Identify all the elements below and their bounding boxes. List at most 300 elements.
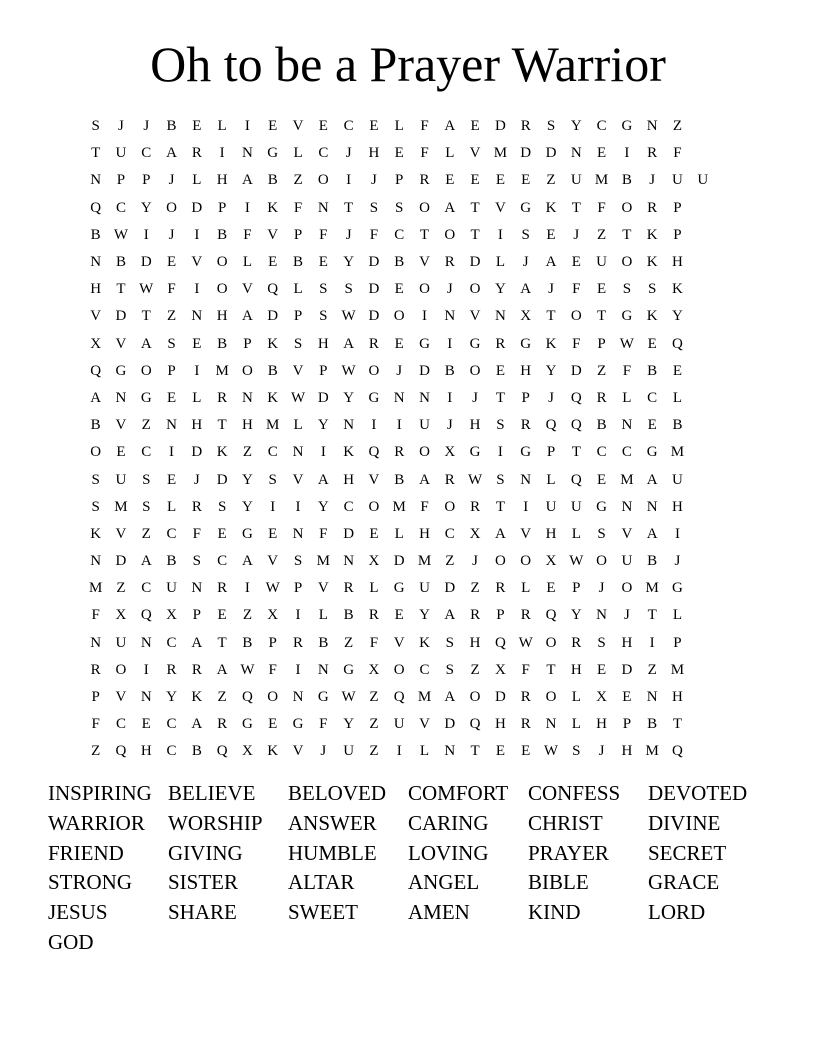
grid-letter: T <box>546 308 556 325</box>
grid-letter: O <box>444 226 456 243</box>
grid-letter: G <box>292 716 304 733</box>
word-list-item: AMEN <box>408 900 470 925</box>
grid-letter: E <box>166 471 177 488</box>
grid-letter: M <box>392 498 406 515</box>
grid-letter: V <box>90 308 102 325</box>
grid-letter: R <box>520 118 531 135</box>
grid-letter: P <box>496 607 505 624</box>
grid-letter: C <box>444 525 455 542</box>
grid-letter: E <box>166 389 177 406</box>
grid-row <box>83 575 743 602</box>
word-list-item: SWEET <box>288 900 358 925</box>
word-list-item: BELOVED <box>288 781 386 805</box>
grid-letter: Z <box>141 525 151 542</box>
grid-letter: D <box>469 254 481 271</box>
grid-letter: E <box>622 689 632 706</box>
grid-letter: O <box>393 308 405 325</box>
grid-letter: V <box>292 362 304 379</box>
grid-letter: F <box>369 226 379 243</box>
grid-letter: N <box>444 743 456 760</box>
grid-letter: Z <box>344 634 354 651</box>
grid-letter: T <box>470 199 480 216</box>
grid-letter: M <box>645 743 659 760</box>
grid-letter: C <box>621 444 632 461</box>
grid-letter: R <box>166 661 177 678</box>
grid-letter: S <box>91 498 100 515</box>
grid-letter: H <box>621 743 633 760</box>
grid-row <box>83 738 743 765</box>
grid-letter: N <box>646 498 658 515</box>
grid-letter: Y <box>317 417 329 434</box>
grid-letter: H <box>368 145 380 162</box>
word-list <box>48 779 768 958</box>
grid-letter: Y <box>140 199 152 216</box>
grid-letter: J <box>548 281 554 298</box>
grid-row <box>83 711 743 738</box>
grid-letter: E <box>521 172 531 189</box>
grid-letter: Z <box>546 172 556 189</box>
grid-letter: B <box>267 172 278 189</box>
grid-letter: F <box>167 281 176 298</box>
grid-letter: N <box>545 716 557 733</box>
grid-letter: T <box>571 199 581 216</box>
word-list-item: WARRIOR <box>48 810 145 835</box>
grid-letter: I <box>143 226 149 243</box>
grid-letter: O <box>494 553 506 570</box>
grid-row <box>83 303 743 330</box>
grid-letter: Q <box>368 444 380 461</box>
grid-letter: N <box>292 689 304 706</box>
grid-letter: R <box>191 145 202 162</box>
grid-letter: R <box>191 661 202 678</box>
grid-letter: E <box>394 607 404 624</box>
grid-letter: A <box>646 471 658 488</box>
grid-letter: R <box>647 145 658 162</box>
grid-letter: R <box>368 335 379 352</box>
grid-letter: Y <box>343 389 355 406</box>
grid-letter: W <box>113 226 129 243</box>
grid-letter: G <box>672 580 683 597</box>
grid-letter: B <box>647 362 658 379</box>
grid-letter: I <box>194 281 200 298</box>
grid-letter: A <box>90 389 102 406</box>
grid-letter: V <box>520 525 532 542</box>
grid-letter: G <box>596 498 607 515</box>
grid-letter: N <box>419 389 430 406</box>
grid-letter: I <box>244 199 250 216</box>
grid-row <box>83 331 743 358</box>
grid-letter: S <box>91 471 100 488</box>
grid-letter: O <box>596 553 607 570</box>
grid-letter: I <box>244 118 250 135</box>
grid-row <box>83 494 743 521</box>
grid-letter: L <box>521 580 531 597</box>
grid-letter: J <box>522 254 529 271</box>
grid-letter: T <box>217 634 227 651</box>
grid-letter: T <box>571 444 581 461</box>
grid-letter: Y <box>570 607 582 624</box>
grid-letter: Z <box>369 689 379 706</box>
grid-letter: E <box>495 743 505 760</box>
grid-row <box>83 684 743 711</box>
grid-letter: P <box>597 335 606 352</box>
grid-letter: K <box>545 335 557 352</box>
grid-letter: Z <box>242 444 253 461</box>
grid-letter: J <box>472 553 479 570</box>
grid-letter: O <box>115 661 127 678</box>
grid-letter: I <box>447 389 453 406</box>
grid-letter: E <box>571 254 581 271</box>
grid-letter: C <box>267 444 278 461</box>
grid-row <box>83 521 743 548</box>
grid-letter: N <box>393 389 405 406</box>
grid-letter: V <box>115 689 127 706</box>
grid-letter: H <box>216 308 228 325</box>
grid-letter: T <box>647 607 657 624</box>
grid-letter: H <box>317 335 329 352</box>
grid-row <box>83 602 743 629</box>
grid-letter: R <box>444 471 455 488</box>
grid-letter: O <box>469 689 481 706</box>
grid-letter: T <box>217 417 227 434</box>
grid-letter: L <box>571 525 581 542</box>
grid-letter: X <box>520 308 532 325</box>
grid-letter: R <box>343 580 354 597</box>
grid-letter: I <box>194 226 200 243</box>
grid-letter: P <box>546 444 556 461</box>
grid-letter: H <box>672 254 683 271</box>
grid-letter: U <box>570 172 582 189</box>
grid-letter: R <box>394 444 405 461</box>
grid-letter: R <box>520 607 531 624</box>
grid-letter: S <box>319 281 328 298</box>
grid-letter: G <box>343 661 355 678</box>
grid-letter: Q <box>242 689 253 706</box>
grid-letter: E <box>192 118 202 135</box>
grid-letter: H <box>494 716 506 733</box>
grid-letter: B <box>115 254 126 271</box>
grid-letter: C <box>141 145 152 162</box>
grid-letter: K <box>646 254 658 271</box>
grid-letter: G <box>242 716 253 733</box>
word-list-item: GIVING <box>168 840 243 865</box>
grid-letter: Q <box>115 743 127 760</box>
grid-letter: B <box>444 362 455 379</box>
grid-letter: G <box>520 199 532 216</box>
grid-letter: F <box>572 335 581 352</box>
grid-letter: J <box>623 607 630 624</box>
grid-letter: S <box>167 335 176 352</box>
grid-letter: Z <box>91 743 101 760</box>
grid-letter: N <box>166 417 177 434</box>
grid-letter: T <box>91 145 101 162</box>
grid-letter: H <box>469 634 481 651</box>
word-list-item: SISTER <box>168 870 239 895</box>
grid-letter: D <box>115 553 127 570</box>
grid-letter: H <box>520 362 532 379</box>
grid-letter: F <box>91 607 100 624</box>
grid-letter: L <box>242 254 253 271</box>
grid-letter: Q <box>267 281 279 298</box>
grid-letter: Z <box>470 661 480 678</box>
grid-letter: A <box>646 525 658 542</box>
grid-letter: S <box>142 471 151 488</box>
grid-letter: Q <box>494 634 506 651</box>
grid-letter: I <box>523 498 529 515</box>
grid-letter: A <box>419 471 430 488</box>
grid-letter: W <box>569 553 584 570</box>
grid-letter: B <box>267 362 278 379</box>
grid-letter: C <box>166 634 177 651</box>
grid-letter: B <box>394 254 405 271</box>
grid-letter: R <box>495 580 506 597</box>
grid-letter: S <box>597 525 606 542</box>
grid-letter: T <box>495 389 505 406</box>
grid-letter: N <box>570 145 582 162</box>
grid-letter: H <box>140 743 152 760</box>
grid-letter: M <box>417 689 432 706</box>
grid-letter: F <box>420 118 429 135</box>
grid-letter: S <box>622 281 632 298</box>
grid-letter: G <box>267 145 279 162</box>
grid-letter: G <box>520 444 532 461</box>
grid-letter: G <box>646 444 658 461</box>
grid-letter: C <box>166 525 177 542</box>
grid-letter: P <box>673 634 682 651</box>
grid-letter: J <box>143 118 150 135</box>
grid-letter: U <box>570 498 582 515</box>
grid-letter: D <box>216 471 228 488</box>
grid-row <box>83 385 743 412</box>
grid-letter: R <box>444 254 455 271</box>
word-list-item: WORSHIP <box>168 810 263 835</box>
grid-letter: R <box>470 607 481 624</box>
grid-letter: P <box>622 716 632 733</box>
grid-letter: E <box>217 525 227 542</box>
grid-letter: I <box>143 661 149 678</box>
grid-letter: H <box>419 525 430 542</box>
grid-letter: D <box>267 308 279 325</box>
grid-letter: A <box>242 172 253 189</box>
grid-letter: T <box>622 226 632 243</box>
grid-letter: Y <box>343 254 355 271</box>
grid-letter: Q <box>90 362 102 379</box>
grid-letter: W <box>265 580 280 597</box>
grid-letter: M <box>114 498 128 515</box>
grid-letter: B <box>90 226 101 243</box>
grid-letter: O <box>419 281 430 298</box>
grid-letter: O <box>368 362 380 379</box>
grid-letter: V <box>292 743 304 760</box>
grid-letter: Y <box>242 498 253 515</box>
grid-letter: U <box>697 172 709 189</box>
grid-letter: G <box>520 335 532 352</box>
word-list-item: GOD <box>48 929 94 954</box>
grid-letter: J <box>320 743 327 760</box>
grid-letter: K <box>419 634 430 651</box>
grid-letter: O <box>166 199 177 216</box>
grid-letter: P <box>673 226 682 243</box>
grid-letter: T <box>546 661 556 678</box>
grid-letter: E <box>495 362 505 379</box>
grid-letter: V <box>368 471 380 488</box>
grid-letter: M <box>417 553 432 570</box>
grid-letter: A <box>444 199 456 216</box>
grid-letter: J <box>193 471 200 488</box>
grid-letter: E <box>647 417 657 434</box>
grid-letter: R <box>495 335 506 352</box>
grid-letter: R <box>520 716 531 733</box>
grid-letter: T <box>470 743 480 760</box>
grid-letter: K <box>267 389 279 406</box>
grid-letter: B <box>318 634 329 651</box>
grid-letter: V <box>419 716 430 733</box>
word-list-item: PRAYER <box>528 840 609 865</box>
grid-letter: T <box>470 226 480 243</box>
word-list-item: DEVOTED <box>648 781 748 805</box>
grid-letter: U <box>115 145 127 162</box>
grid-letter: I <box>674 525 680 542</box>
grid-letter: J <box>598 580 605 597</box>
grid-letter: P <box>142 172 151 189</box>
grid-row <box>83 249 743 276</box>
grid-letter: N <box>242 389 253 406</box>
word-list-item: LORD <box>648 900 706 925</box>
grid-letter: F <box>319 716 328 733</box>
grid-letter: K <box>343 444 355 461</box>
grid-letter: H <box>90 281 102 298</box>
grid-letter: V <box>242 281 253 298</box>
grid-letter: O <box>90 444 102 461</box>
grid-letter: F <box>521 661 530 678</box>
grid-letter: E <box>394 145 404 162</box>
grid-letter: S <box>572 743 581 760</box>
grid-letter: N <box>621 417 633 434</box>
grid-letter: F <box>572 281 581 298</box>
grid-letter: R <box>217 580 228 597</box>
grid-letter: G <box>393 580 405 597</box>
grid-letter: J <box>674 553 681 570</box>
grid-letter: C <box>166 743 177 760</box>
grid-letter: B <box>647 716 658 733</box>
grid-letter: S <box>91 118 100 135</box>
grid-letter: S <box>369 199 379 216</box>
word-list-item: STRONG <box>48 870 133 895</box>
grid-letter: R <box>217 716 228 733</box>
grid-letter: E <box>521 743 531 760</box>
grid-letter: R <box>470 498 481 515</box>
word-list-item: CHRIST <box>528 810 603 835</box>
grid-letter: G <box>621 308 633 325</box>
grid-letter: D <box>494 689 506 706</box>
grid-letter: H <box>621 634 633 651</box>
grid-letter: P <box>217 199 227 216</box>
grid-letter: O <box>545 634 557 651</box>
grid-letter: Y <box>672 308 683 325</box>
grid-letter: Z <box>647 661 657 678</box>
grid-letter: H <box>596 716 607 733</box>
grid-letter: D <box>570 362 582 379</box>
grid-letter: I <box>497 226 503 243</box>
grid-letter: N <box>90 254 102 271</box>
grid-letter: P <box>521 389 530 406</box>
grid-letter: Q <box>672 335 683 352</box>
grid-letter: E <box>141 716 151 733</box>
grid-row <box>83 466 743 493</box>
grid-letter: R <box>596 389 607 406</box>
grid-letter: X <box>242 743 253 760</box>
grid-letter: M <box>645 580 659 597</box>
word-list-item: ALTAR <box>288 870 355 895</box>
grid-letter: Z <box>293 172 303 189</box>
grid-letter: N <box>115 389 127 406</box>
grid-letter: C <box>394 226 405 243</box>
grid-letter: K <box>191 689 203 706</box>
grid-letter: P <box>293 226 303 243</box>
grid-letter: B <box>166 118 177 135</box>
grid-letter: S <box>142 498 151 515</box>
grid-row <box>83 167 743 194</box>
grid-letter: K <box>267 335 279 352</box>
grid-letter: T <box>672 716 683 733</box>
grid-letter: R <box>419 172 430 189</box>
grid-letter: B <box>596 417 607 434</box>
grid-letter: C <box>141 580 152 597</box>
grid-letter: U <box>115 634 127 651</box>
grid-letter: J <box>446 281 453 298</box>
grid-letter: A <box>140 335 152 352</box>
grid-letter: O <box>140 362 152 379</box>
grid-letter: I <box>295 661 301 678</box>
grid-letter: C <box>596 118 607 135</box>
grid-letter: E <box>268 525 278 542</box>
grid-letter: I <box>320 444 326 461</box>
grid-letter: E <box>470 118 480 135</box>
grid-letter: S <box>192 553 201 570</box>
grid-letter: B <box>293 254 304 271</box>
grid-letter: X <box>368 661 380 678</box>
grid-letter: F <box>293 199 303 216</box>
grid-letter: S <box>268 471 277 488</box>
grid-letter: J <box>396 362 403 379</box>
grid-letter: N <box>292 525 304 542</box>
grid-letter: L <box>369 580 379 597</box>
grid-letter: E <box>546 226 556 243</box>
grid-letter: G <box>469 444 481 461</box>
grid-row <box>83 195 743 222</box>
grid-letter: Y <box>166 689 177 706</box>
grid-letter: I <box>219 145 225 162</box>
grid-letter: A <box>242 553 253 570</box>
grid-letter: U <box>672 172 683 189</box>
grid-letter: U <box>343 743 355 760</box>
grid-letter: X <box>469 525 481 542</box>
grid-letter: U <box>166 580 177 597</box>
grid-letter: D <box>368 254 380 271</box>
grid-letter: L <box>445 145 455 162</box>
grid-letter: L <box>419 743 430 760</box>
grid-letter: S <box>445 634 454 651</box>
grid-letter: H <box>242 417 253 434</box>
grid-letter: Q <box>545 607 557 624</box>
grid-letter: J <box>345 226 352 243</box>
grid-letter: Z <box>141 417 151 434</box>
grid-letter: F <box>597 199 606 216</box>
word-list-item: BIBLE <box>528 870 589 895</box>
grid-letter: V <box>621 525 633 542</box>
grid-letter: Z <box>166 308 177 325</box>
grid-letter: X <box>90 335 102 352</box>
